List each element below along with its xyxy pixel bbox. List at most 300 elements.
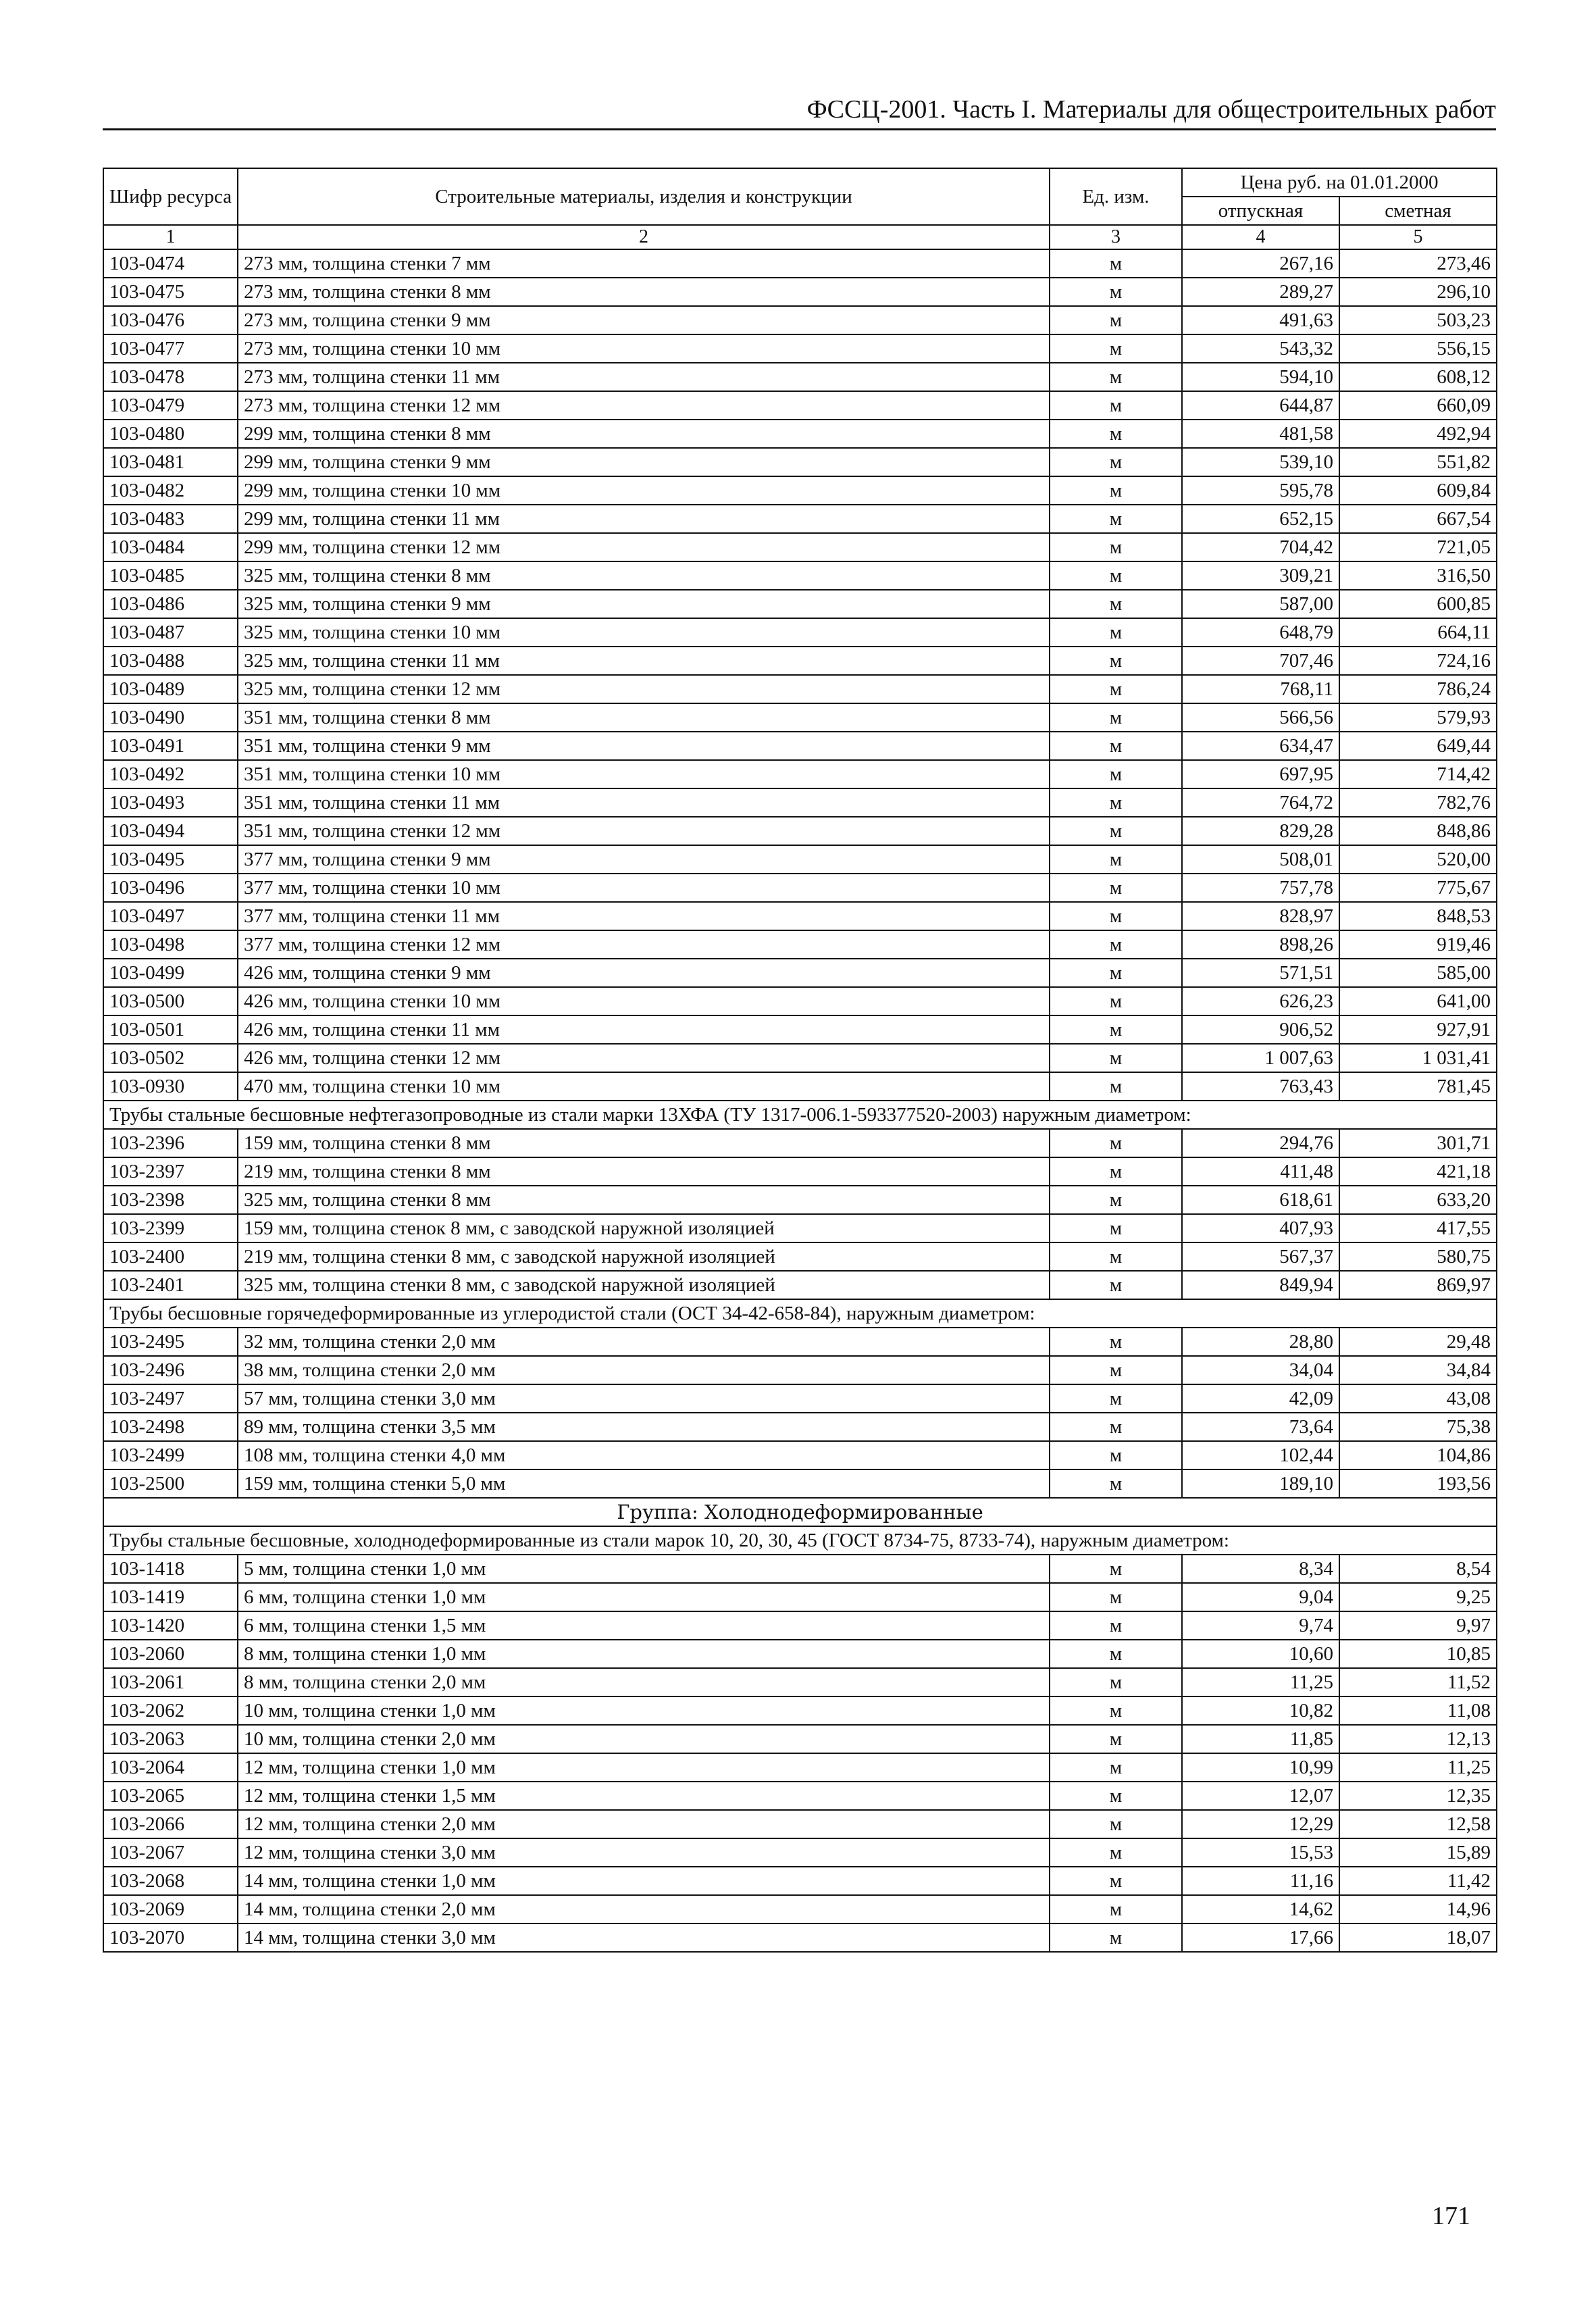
material-name-cell: 325 мм, толщина стенки 8 мм	[238, 561, 1050, 590]
estimate-price-cell: 8,54	[1339, 1555, 1497, 1583]
release-price-cell: 11,85	[1182, 1725, 1339, 1753]
table-row	[103, 1640, 1497, 1668]
unit-cell: м	[1050, 334, 1182, 363]
table-row	[103, 533, 1497, 561]
release-price-cell: 10,82	[1182, 1696, 1339, 1725]
release-price-cell: 567,37	[1182, 1242, 1339, 1271]
estimate-price-cell: 75,38	[1339, 1413, 1497, 1441]
resource-code-cell: 103-0475	[103, 278, 238, 306]
material-name-cell: 219 мм, толщина стенки 8 мм, с заводской наружной изоляцией	[238, 1242, 1050, 1271]
resource-code-cell: 103-2401	[103, 1271, 238, 1299]
material-name-cell: 14 мм, толщина стенки 2,0 мм	[238, 1895, 1050, 1923]
unit-cell: м	[1050, 1271, 1182, 1299]
material-name-cell: 325 мм, толщина стенки 8 мм, с заводской наружной изоляцией	[238, 1271, 1050, 1299]
table-row	[103, 448, 1497, 476]
material-name-cell: 8 мм, толщина стенки 1,0 мм	[238, 1640, 1050, 1668]
estimate-price-cell: 104,86	[1339, 1441, 1497, 1469]
header-rule	[103, 128, 1496, 130]
estimate-price-cell: 664,11	[1339, 618, 1497, 647]
unit-cell: м	[1050, 845, 1182, 874]
column-number-row	[103, 225, 1497, 249]
table-row	[103, 959, 1497, 987]
table-row	[103, 732, 1497, 760]
estimate-price-cell: 193,56	[1339, 1469, 1497, 1498]
estimate-price-cell: 667,54	[1339, 505, 1497, 533]
release-price-cell: 768,11	[1182, 675, 1339, 703]
column-header-name: Строительные материалы, изделия и конструкции	[238, 168, 1050, 225]
resource-code-cell: 103-0478	[103, 363, 238, 391]
material-name-cell: 426 мм, толщина стенки 12 мм	[238, 1044, 1050, 1072]
unit-cell: м	[1050, 987, 1182, 1015]
unit-cell: м	[1050, 1441, 1182, 1469]
unit-cell: м	[1050, 1611, 1182, 1640]
estimate-price-cell: 296,10	[1339, 278, 1497, 306]
resource-code-cell: 103-0494	[103, 817, 238, 845]
material-name-cell: 14 мм, толщина стенки 3,0 мм	[238, 1923, 1050, 1952]
resource-code-cell: 103-2060	[103, 1640, 238, 1668]
estimate-price-cell: 633,20	[1339, 1186, 1497, 1214]
table-row	[103, 363, 1497, 391]
estimate-price-cell: 11,08	[1339, 1696, 1497, 1725]
release-price-cell: 491,63	[1182, 306, 1339, 334]
table-row	[103, 902, 1497, 930]
release-price-cell: 9,04	[1182, 1583, 1339, 1611]
release-price-cell: 8,34	[1182, 1555, 1339, 1583]
table-row	[103, 1555, 1497, 1583]
unit-cell: м	[1050, 1810, 1182, 1838]
resource-code-cell: 103-0483	[103, 505, 238, 533]
release-price-cell: 10,60	[1182, 1640, 1339, 1668]
unit-cell: м	[1050, 1413, 1182, 1441]
resource-code-cell: 103-2070	[103, 1923, 238, 1952]
material-name-cell: 299 мм, толщина стенки 10 мм	[238, 476, 1050, 505]
estimate-price-cell: 579,93	[1339, 703, 1497, 732]
material-name-cell: 159 мм, толщина стенок 8 мм, с заводской наружной изоляцией	[238, 1214, 1050, 1242]
table-row	[103, 1867, 1497, 1895]
estimate-price-cell: 919,46	[1339, 930, 1497, 959]
resource-code-cell: 103-0497	[103, 902, 238, 930]
table-row	[103, 675, 1497, 703]
release-price-cell: 508,01	[1182, 845, 1339, 874]
resource-code-cell: 103-1419	[103, 1583, 238, 1611]
table-row	[103, 334, 1497, 363]
unit-cell: м	[1050, 561, 1182, 590]
unit-cell: м	[1050, 874, 1182, 902]
section-heading: Трубы стальные бесшовные нефтегазопроводные из стали марки 13ХФА (ТУ 1317-006.1-593377520-2003) наружным диаметром:	[103, 1101, 1497, 1129]
release-price-cell: 543,32	[1182, 334, 1339, 363]
release-price-cell: 15,53	[1182, 1838, 1339, 1867]
estimate-price-cell: 609,84	[1339, 476, 1497, 505]
table-row	[103, 1923, 1497, 1952]
release-price-cell: 707,46	[1182, 647, 1339, 675]
unit-cell: м	[1050, 533, 1182, 561]
resource-code-cell: 103-2497	[103, 1384, 238, 1413]
table-row	[103, 505, 1497, 533]
material-name-cell: 351 мм, толщина стенки 11 мм	[238, 788, 1050, 817]
estimate-price-cell: 660,09	[1339, 391, 1497, 420]
unit-cell: м	[1050, 1356, 1182, 1384]
column-header-release-price: отпускная	[1182, 197, 1339, 225]
table-row	[103, 874, 1497, 902]
release-price-cell: 73,64	[1182, 1413, 1339, 1441]
estimate-price-cell: 1 031,41	[1339, 1044, 1497, 1072]
resource-code-cell: 103-0502	[103, 1044, 238, 1072]
page-header: ФССЦ-2001. Часть I. Материалы для общестроительных работ	[806, 95, 1496, 124]
estimate-price-cell: 782,76	[1339, 788, 1497, 817]
estimate-price-cell: 29,48	[1339, 1328, 1497, 1356]
unit-cell: м	[1050, 930, 1182, 959]
estimate-price-cell: 775,67	[1339, 874, 1497, 902]
table-row	[103, 703, 1497, 732]
section-heading: Трубы бесшовные горячедеформированные из углеродистой стали (ОСТ 34-42-658-84), наружным диаметром:	[103, 1299, 1497, 1328]
release-price-cell: 411,48	[1182, 1157, 1339, 1186]
material-name-cell: 325 мм, толщина стенки 10 мм	[238, 618, 1050, 647]
estimate-price-cell: 11,42	[1339, 1867, 1497, 1895]
estimate-price-cell: 11,52	[1339, 1668, 1497, 1696]
unit-cell: м	[1050, 675, 1182, 703]
unit-cell: м	[1050, 306, 1182, 334]
unit-cell: м	[1050, 788, 1182, 817]
resource-code-cell: 103-0479	[103, 391, 238, 420]
estimate-price-cell: 649,44	[1339, 732, 1497, 760]
material-name-cell: 426 мм, толщина стенки 9 мм	[238, 959, 1050, 987]
unit-cell: м	[1050, 1157, 1182, 1186]
release-price-cell: 481,58	[1182, 420, 1339, 448]
release-price-cell: 9,74	[1182, 1611, 1339, 1640]
unit-cell: м	[1050, 391, 1182, 420]
table-row	[103, 1157, 1497, 1186]
unit-cell: м	[1050, 1044, 1182, 1072]
resource-code-cell: 103-0491	[103, 732, 238, 760]
resource-code-cell: 103-0477	[103, 334, 238, 363]
estimate-price-cell: 9,97	[1339, 1611, 1497, 1640]
release-price-cell: 626,23	[1182, 987, 1339, 1015]
material-name-cell: 273 мм, толщина стенки 9 мм	[238, 306, 1050, 334]
resource-code-cell: 103-0493	[103, 788, 238, 817]
column-number: 5	[1339, 225, 1497, 249]
unit-cell: м	[1050, 1555, 1182, 1583]
material-name-cell: 273 мм, толщина стенки 10 мм	[238, 334, 1050, 363]
unit-cell: м	[1050, 278, 1182, 306]
unit-cell: м	[1050, 505, 1182, 533]
estimate-price-cell: 848,86	[1339, 817, 1497, 845]
unit-cell: м	[1050, 590, 1182, 618]
estimate-price-cell: 869,97	[1339, 1271, 1497, 1299]
material-name-cell: 10 мм, толщина стенки 2,0 мм	[238, 1725, 1050, 1753]
table-row	[103, 1328, 1497, 1356]
unit-cell: м	[1050, 1668, 1182, 1696]
resource-code-cell: 103-2396	[103, 1129, 238, 1157]
table-row	[103, 561, 1497, 590]
unit-cell: м	[1050, 618, 1182, 647]
unit-cell: м	[1050, 1242, 1182, 1271]
table-row	[103, 817, 1497, 845]
release-price-cell: 566,56	[1182, 703, 1339, 732]
resource-code-cell: 103-0482	[103, 476, 238, 505]
unit-cell: м	[1050, 1696, 1182, 1725]
material-name-cell: 159 мм, толщина стенки 5,0 мм	[238, 1469, 1050, 1498]
estimate-price-cell: 12,58	[1339, 1810, 1497, 1838]
resource-code-cell: 103-0501	[103, 1015, 238, 1044]
table-row	[103, 1384, 1497, 1413]
table-row	[103, 1838, 1497, 1867]
resource-code-cell: 103-0476	[103, 306, 238, 334]
estimate-price-cell: 848,53	[1339, 902, 1497, 930]
material-name-cell: 6 мм, толщина стенки 1,0 мм	[238, 1583, 1050, 1611]
release-price-cell: 1 007,63	[1182, 1044, 1339, 1072]
resource-code-cell: 103-2400	[103, 1242, 238, 1271]
release-price-cell: 594,10	[1182, 363, 1339, 391]
section-heading-row	[103, 1299, 1497, 1328]
estimate-price-cell: 9,25	[1339, 1583, 1497, 1611]
table-row	[103, 1895, 1497, 1923]
resource-code-cell: 103-0495	[103, 845, 238, 874]
unit-cell: м	[1050, 959, 1182, 987]
estimate-price-cell: 15,89	[1339, 1838, 1497, 1867]
estimate-price-cell: 927,91	[1339, 1015, 1497, 1044]
release-price-cell: 12,29	[1182, 1810, 1339, 1838]
material-name-cell: 299 мм, толщина стенки 9 мм	[238, 448, 1050, 476]
estimate-price-cell: 34,84	[1339, 1356, 1497, 1384]
unit-cell: м	[1050, 1782, 1182, 1810]
table-row	[103, 760, 1497, 788]
table-row	[103, 1696, 1497, 1725]
estimate-price-cell: 520,00	[1339, 845, 1497, 874]
resource-code-cell: 103-0500	[103, 987, 238, 1015]
material-name-cell: 273 мм, толщина стенки 7 мм	[238, 249, 1050, 278]
estimate-price-cell: 273,46	[1339, 249, 1497, 278]
estimate-price-cell: 14,96	[1339, 1895, 1497, 1923]
group-heading-row	[103, 1498, 1497, 1526]
table-row	[103, 1583, 1497, 1611]
page-number: 171	[1432, 2202, 1470, 2230]
estimate-price-cell: 724,16	[1339, 647, 1497, 675]
resource-code-cell: 103-2061	[103, 1668, 238, 1696]
resource-code-cell: 103-2067	[103, 1838, 238, 1867]
unit-cell: м	[1050, 1640, 1182, 1668]
column-header-price: Цена руб. на 01.01.2000	[1182, 168, 1497, 197]
table-row	[103, 391, 1497, 420]
column-number: 3	[1050, 225, 1182, 249]
release-price-cell: 587,00	[1182, 590, 1339, 618]
table-row	[103, 845, 1497, 874]
unit-cell: м	[1050, 760, 1182, 788]
material-name-cell: 351 мм, толщина стенки 9 мм	[238, 732, 1050, 760]
table-row	[103, 930, 1497, 959]
material-name-cell: 89 мм, толщина стенки 3,5 мм	[238, 1413, 1050, 1441]
material-name-cell: 219 мм, толщина стенки 8 мм	[238, 1157, 1050, 1186]
release-price-cell: 42,09	[1182, 1384, 1339, 1413]
table-row	[103, 1725, 1497, 1753]
unit-cell: м	[1050, 732, 1182, 760]
estimate-price-cell: 641,00	[1339, 987, 1497, 1015]
resource-code-cell: 103-2499	[103, 1441, 238, 1469]
unit-cell: м	[1050, 448, 1182, 476]
resource-code-cell: 103-2495	[103, 1328, 238, 1356]
table-row	[103, 1356, 1497, 1384]
estimate-price-cell: 714,42	[1339, 760, 1497, 788]
material-name-cell: 12 мм, толщина стенки 2,0 мм	[238, 1810, 1050, 1838]
release-price-cell: 634,47	[1182, 732, 1339, 760]
material-name-cell: 377 мм, толщина стенки 9 мм	[238, 845, 1050, 874]
unit-cell: м	[1050, 1384, 1182, 1413]
resource-code-cell: 103-2498	[103, 1413, 238, 1441]
estimate-price-cell: 18,07	[1339, 1923, 1497, 1952]
release-price-cell: 12,07	[1182, 1782, 1339, 1810]
resource-code-cell: 103-2064	[103, 1753, 238, 1782]
release-price-cell: 14,62	[1182, 1895, 1339, 1923]
estimate-price-cell: 608,12	[1339, 363, 1497, 391]
unit-cell: м	[1050, 1186, 1182, 1214]
material-name-cell: 325 мм, толщина стенки 8 мм	[238, 1186, 1050, 1214]
release-price-cell: 10,99	[1182, 1753, 1339, 1782]
release-price-cell: 757,78	[1182, 874, 1339, 902]
material-name-cell: 32 мм, толщина стенки 2,0 мм	[238, 1328, 1050, 1356]
estimate-price-cell: 10,85	[1339, 1640, 1497, 1668]
material-name-cell: 57 мм, толщина стенки 3,0 мм	[238, 1384, 1050, 1413]
material-name-cell: 351 мм, толщина стенки 8 мм	[238, 703, 1050, 732]
estimate-price-cell: 585,00	[1339, 959, 1497, 987]
table-row	[103, 1186, 1497, 1214]
resource-code-cell: 103-0488	[103, 647, 238, 675]
release-price-cell: 539,10	[1182, 448, 1339, 476]
release-price-cell: 697,95	[1182, 760, 1339, 788]
unit-cell: м	[1050, 817, 1182, 845]
material-name-cell: 5 мм, толщина стенки 1,0 мм	[238, 1555, 1050, 1583]
estimate-price-cell: 417,55	[1339, 1214, 1497, 1242]
release-price-cell: 28,80	[1182, 1328, 1339, 1356]
resource-code-cell: 103-0489	[103, 675, 238, 703]
release-price-cell: 595,78	[1182, 476, 1339, 505]
release-price-cell: 407,93	[1182, 1214, 1339, 1242]
material-name-cell: 470 мм, толщина стенки 10 мм	[238, 1072, 1050, 1101]
resource-code-cell: 103-0930	[103, 1072, 238, 1101]
resource-code-cell: 103-2062	[103, 1696, 238, 1725]
material-name-cell: 14 мм, толщина стенки 1,0 мм	[238, 1867, 1050, 1895]
material-name-cell: 273 мм, толщина стенки 8 мм	[238, 278, 1050, 306]
material-name-cell: 351 мм, толщина стенки 12 мм	[238, 817, 1050, 845]
material-name-cell: 426 мм, толщина стенки 10 мм	[238, 987, 1050, 1015]
unit-cell: м	[1050, 1583, 1182, 1611]
unit-cell: м	[1050, 1725, 1182, 1753]
estimate-price-cell: 316,50	[1339, 561, 1497, 590]
unit-cell: м	[1050, 1328, 1182, 1356]
material-name-cell: 377 мм, толщина стенки 10 мм	[238, 874, 1050, 902]
table-row	[103, 1753, 1497, 1782]
material-name-cell: 351 мм, толщина стенки 10 мм	[238, 760, 1050, 788]
group-heading: Группа: Холоднодеформированные	[103, 1498, 1497, 1526]
unit-cell: м	[1050, 1753, 1182, 1782]
unit-cell: м	[1050, 1838, 1182, 1867]
table-row	[103, 1441, 1497, 1469]
estimate-price-cell: 43,08	[1339, 1384, 1497, 1413]
table-row	[103, 618, 1497, 647]
resource-code-cell: 103-0480	[103, 420, 238, 448]
estimate-price-cell: 492,94	[1339, 420, 1497, 448]
material-name-cell: 12 мм, толщина стенки 3,0 мм	[238, 1838, 1050, 1867]
table-row	[103, 1214, 1497, 1242]
release-price-cell: 267,16	[1182, 249, 1339, 278]
release-price-cell: 644,87	[1182, 391, 1339, 420]
resource-code-cell: 103-1418	[103, 1555, 238, 1583]
resource-code-cell: 103-0499	[103, 959, 238, 987]
estimate-price-cell: 301,71	[1339, 1129, 1497, 1157]
resource-code-cell: 103-2398	[103, 1186, 238, 1214]
estimate-price-cell: 600,85	[1339, 590, 1497, 618]
resource-code-cell: 103-0481	[103, 448, 238, 476]
material-name-cell: 12 мм, толщина стенки 1,5 мм	[238, 1782, 1050, 1810]
table-row	[103, 1015, 1497, 1044]
material-name-cell: 426 мм, толщина стенки 11 мм	[238, 1015, 1050, 1044]
table-row	[103, 306, 1497, 334]
resource-code-cell: 103-2065	[103, 1782, 238, 1810]
material-name-cell: 6 мм, толщина стенки 1,5 мм	[238, 1611, 1050, 1640]
unit-cell: м	[1050, 1469, 1182, 1498]
unit-cell: м	[1050, 1214, 1182, 1242]
release-price-cell: 294,76	[1182, 1129, 1339, 1157]
column-number: 4	[1182, 225, 1339, 249]
material-name-cell: 273 мм, толщина стенки 11 мм	[238, 363, 1050, 391]
estimate-price-cell: 786,24	[1339, 675, 1497, 703]
unit-cell: м	[1050, 902, 1182, 930]
table-row	[103, 1072, 1497, 1101]
unit-cell: м	[1050, 420, 1182, 448]
table-row	[103, 1611, 1497, 1640]
resource-code-cell: 103-2063	[103, 1725, 238, 1753]
estimate-price-cell: 551,82	[1339, 448, 1497, 476]
price-table-body	[103, 249, 1497, 1952]
release-price-cell: 618,61	[1182, 1186, 1339, 1214]
material-name-cell: 299 мм, толщина стенки 11 мм	[238, 505, 1050, 533]
release-price-cell: 849,94	[1182, 1271, 1339, 1299]
section-heading-row	[103, 1101, 1497, 1129]
price-table	[103, 168, 1497, 1953]
column-number: 1	[103, 225, 238, 249]
price-table-header	[103, 168, 1497, 249]
release-price-cell: 829,28	[1182, 817, 1339, 845]
resource-code-cell: 103-2500	[103, 1469, 238, 1498]
material-name-cell: 159 мм, толщина стенки 8 мм	[238, 1129, 1050, 1157]
resource-code-cell: 103-0484	[103, 533, 238, 561]
table-row	[103, 1413, 1497, 1441]
material-name-cell: 377 мм, толщина стенки 12 мм	[238, 930, 1050, 959]
resource-code-cell: 103-2397	[103, 1157, 238, 1186]
section-heading: Трубы стальные бесшовные, холоднодеформированные из стали марок 10, 20, 30, 45 (ГОСТ 8734-75, 8733-74), наружным диаметром:	[103, 1526, 1497, 1555]
section-heading-row	[103, 1526, 1497, 1555]
release-price-cell: 648,79	[1182, 618, 1339, 647]
resource-code-cell: 103-2399	[103, 1214, 238, 1242]
release-price-cell: 309,21	[1182, 561, 1339, 590]
release-price-cell: 11,16	[1182, 1867, 1339, 1895]
release-price-cell: 102,44	[1182, 1441, 1339, 1469]
estimate-price-cell: 503,23	[1339, 306, 1497, 334]
unit-cell: м	[1050, 363, 1182, 391]
unit-cell: м	[1050, 249, 1182, 278]
unit-cell: м	[1050, 1129, 1182, 1157]
column-header-unit: Ед. изм.	[1050, 168, 1182, 225]
table-row	[103, 1469, 1497, 1498]
unit-cell: м	[1050, 1072, 1182, 1101]
estimate-price-cell: 421,18	[1339, 1157, 1497, 1186]
release-price-cell: 652,15	[1182, 505, 1339, 533]
release-price-cell: 763,43	[1182, 1072, 1339, 1101]
table-row	[103, 249, 1497, 278]
table-row	[103, 1242, 1497, 1271]
table-row	[103, 1810, 1497, 1838]
table-row	[103, 278, 1497, 306]
resource-code-cell: 103-0486	[103, 590, 238, 618]
material-name-cell: 273 мм, толщина стенки 12 мм	[238, 391, 1050, 420]
